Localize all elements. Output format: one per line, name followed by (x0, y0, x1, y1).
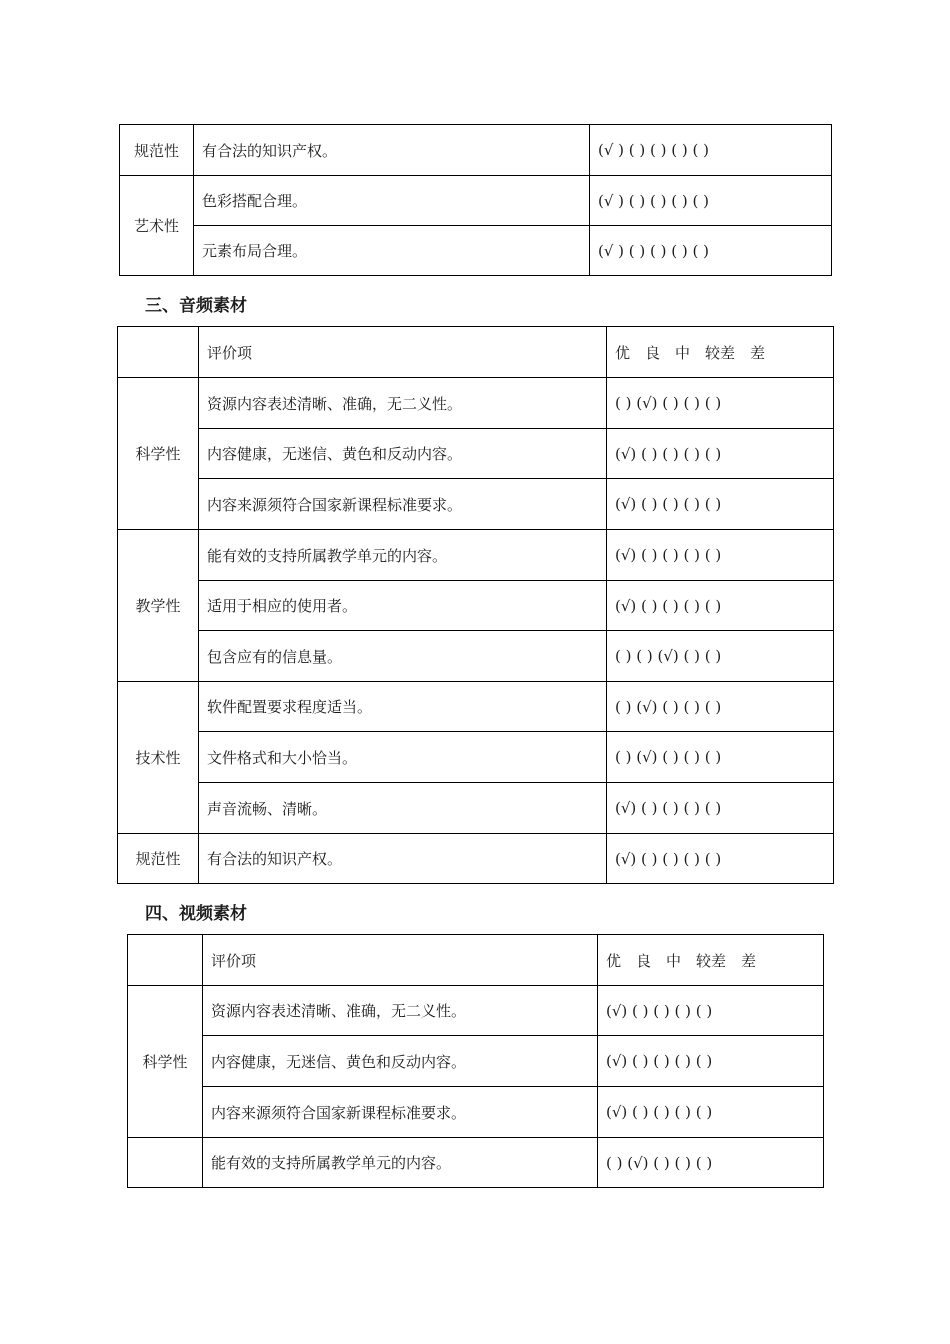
table-header-row (118, 327, 834, 378)
table-row (128, 986, 824, 1036)
item-cell: 内容健康，无迷信、黄色和反动内容。 (203, 1036, 598, 1087)
header-item-cell: 评价项 (199, 327, 607, 378)
rating-cell: ( ) (√) ( ) ( ) ( ) (607, 378, 834, 429)
table-row (120, 176, 832, 226)
table-row (118, 732, 834, 783)
rating-cell: (√) ( ) ( ) ( ) ( ) (598, 1087, 824, 1138)
item-cell: 有合法的知识产权。 (194, 125, 590, 176)
item-cell: 色彩搭配合理。 (194, 176, 590, 226)
empty-header-cell (128, 935, 203, 986)
item-cell: 能有效的支持所属教学单元的内容。 (203, 1138, 598, 1188)
item-cell: 包含应有的信息量。 (199, 631, 607, 682)
table-header-row (128, 935, 824, 986)
table-row (118, 429, 834, 479)
audio-material-table (117, 326, 834, 884)
item-cell: 文件格式和大小恰当。 (199, 732, 607, 783)
rating-cell: (√) ( ) ( ) ( ) ( ) (607, 581, 834, 631)
header-rating-cell: 优 良 中 较差 差 (607, 327, 834, 378)
header-item-cell: 评价项 (203, 935, 598, 986)
table-row (118, 530, 834, 581)
rating-cell: (√) ( ) ( ) ( ) ( ) (598, 1036, 824, 1087)
table-row (120, 226, 832, 276)
category-cell: 规范性 (118, 834, 199, 884)
table-row (128, 1138, 824, 1188)
item-cell: 能有效的支持所属教学单元的内容。 (199, 530, 607, 581)
section-heading-video: 四、视频素材 (145, 904, 247, 924)
table-row (118, 682, 834, 732)
item-cell: 内容来源须符合国家新课程标准要求。 (199, 479, 607, 530)
rating-cell: ( ) ( ) (√) ( ) ( ) (607, 631, 834, 682)
table-row (118, 631, 834, 682)
table-row (118, 479, 834, 530)
table-row (120, 125, 832, 176)
table-row (128, 1036, 824, 1087)
table-row (118, 783, 834, 834)
rating-cell: (√ ) ( ) ( ) ( ) ( ) (590, 125, 832, 176)
rating-cell: (√) ( ) ( ) ( ) ( ) (607, 834, 834, 884)
rating-cell: (√) ( ) ( ) ( ) ( ) (607, 479, 834, 530)
rating-cell: (√) ( ) ( ) ( ) ( ) (607, 783, 834, 834)
image-material-table-continued (119, 124, 832, 276)
table-row (118, 581, 834, 631)
category-cell: 技术性 (118, 682, 199, 834)
item-cell: 有合法的知识产权。 (199, 834, 607, 884)
rating-cell: (√) ( ) ( ) ( ) ( ) (607, 530, 834, 581)
rating-cell: (√) ( ) ( ) ( ) ( ) (598, 986, 824, 1036)
category-cell: 科学性 (118, 378, 199, 530)
table-row (128, 1087, 824, 1138)
rating-cell: (√ ) ( ) ( ) ( ) ( ) (590, 226, 832, 276)
empty-header-cell (118, 327, 199, 378)
item-cell: 声音流畅、清晰。 (199, 783, 607, 834)
video-material-table (127, 934, 824, 1188)
rating-cell: (√ ) ( ) ( ) ( ) ( ) (590, 176, 832, 226)
item-cell: 适用于相应的使用者。 (199, 581, 607, 631)
header-rating-cell: 优 良 中 较差 差 (598, 935, 824, 986)
item-cell: 内容来源须符合国家新课程标准要求。 (203, 1087, 598, 1138)
item-cell: 资源内容表述清晰、准确，无二义性。 (203, 986, 598, 1036)
category-cell: 艺术性 (120, 176, 194, 276)
table-row (118, 378, 834, 429)
rating-cell: ( ) (√) ( ) ( ) ( ) (598, 1138, 824, 1188)
rating-cell: ( ) (√) ( ) ( ) ( ) (607, 682, 834, 732)
category-cell: 规范性 (120, 125, 194, 176)
item-cell: 软件配置要求程度适当。 (199, 682, 607, 732)
rating-cell: (√) ( ) ( ) ( ) ( ) (607, 429, 834, 479)
category-cell (128, 1138, 203, 1188)
rating-cell: ( ) (√) ( ) ( ) ( ) (607, 732, 834, 783)
table-row (118, 834, 834, 884)
category-cell: 科学性 (128, 986, 203, 1138)
item-cell: 资源内容表述清晰、准确，无二义性。 (199, 378, 607, 429)
category-cell: 教学性 (118, 530, 199, 682)
item-cell: 内容健康，无迷信、黄色和反动内容。 (199, 429, 607, 479)
section-heading-audio: 三、音频素材 (145, 296, 247, 316)
item-cell: 元素布局合理。 (194, 226, 590, 276)
